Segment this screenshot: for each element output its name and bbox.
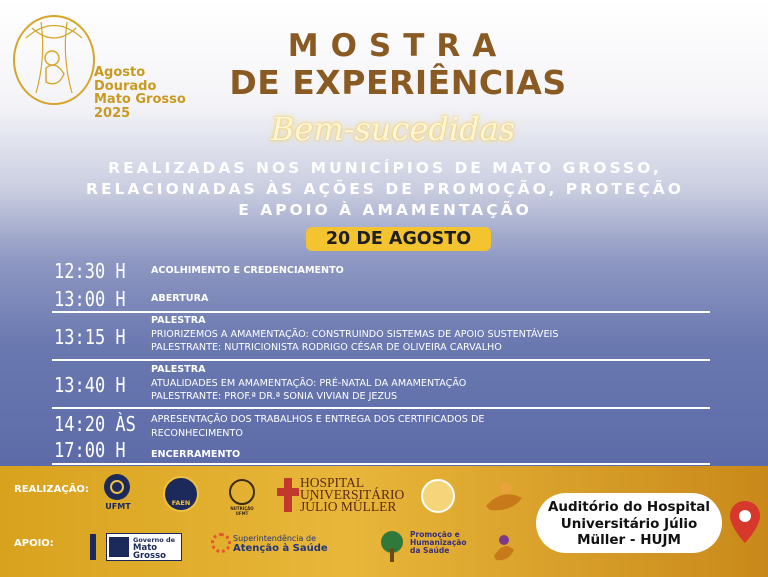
logo-line3: Mato Grosso <box>94 92 186 107</box>
schedule-time: 13:00 H <box>54 287 126 311</box>
hands-logo-icon <box>482 478 528 514</box>
subtitle-line1: REALIZADAS NOS MUNICÍPIOS DE MATO GROSSO, <box>108 159 662 177</box>
ufmt-logo-icon <box>104 474 130 500</box>
venue-line3: Müller - HUJM <box>577 532 681 548</box>
title-mostra: MOSTRA <box>287 28 509 64</box>
schedule-time: 13:40 H <box>54 373 126 397</box>
drop-logo-icon <box>421 479 455 513</box>
superintendencia-label: Superintendência de <box>233 534 316 543</box>
subtitle <box>40 158 730 221</box>
subtitle-line3: E APOIO À AMAMENTAÇÃO <box>238 201 532 219</box>
schedule-time: 17:00 H <box>54 438 126 462</box>
logo-line2: Dourado <box>94 78 157 94</box>
logo-line1: Agosto <box>94 65 146 80</box>
superintendencia-logo-icon <box>211 533 231 553</box>
location-pin-icon <box>730 501 760 543</box>
subtitle-line2: RELACIONADAS ÀS AÇÕES DE PROMOÇÃO, PROTEÇÃO <box>86 180 684 198</box>
realizacao-label: REALIZAÇÃO: <box>14 484 89 495</box>
faen-label: FAEN <box>171 499 191 507</box>
schedule-item: APRESENTAÇÃO DOS TRABALHOS E ENTREGA DOS CERTIFICADOS DE RECONHECIMENTO <box>151 414 485 439</box>
apoio-label: APOIO: <box>14 538 54 549</box>
schedule-item-title: ABERTURA <box>151 293 209 304</box>
title-script: Bem-sucedidas <box>270 110 516 148</box>
hospital-cross-icon <box>277 478 299 512</box>
ses-logo-icon <box>90 534 104 560</box>
divider <box>52 311 710 313</box>
superintendencia-sub: Atenção à Saúde <box>233 543 328 554</box>
nutricao-logo-icon <box>229 479 255 505</box>
venue-line1: Auditório do Hospital <box>547 499 711 515</box>
logo-line4: 2025 <box>94 105 131 121</box>
divider <box>52 407 710 409</box>
divider <box>52 463 710 465</box>
venue-line2: Universitário Júlio <box>560 515 698 532</box>
venue-card <box>536 493 722 553</box>
hospital-logo-text: HOSPITAL UNIVERSITÁRIO JÚLIO MÜLLER <box>300 475 405 514</box>
event-date-badge: 20 DE AGOSTO <box>306 227 491 251</box>
divider <box>52 359 710 361</box>
small-hands-logo-icon <box>492 532 516 562</box>
title-experiencias: DE EXPERIÊNCIAS <box>229 63 567 102</box>
tree-logo-icon <box>377 530 407 564</box>
nutricao-label: NUTRIÇÃO UFMT <box>230 506 254 516</box>
schedule-time: 14:20 ÀS <box>54 412 136 436</box>
promocao-label: Promoção e Humanização da Saúde <box>410 530 467 555</box>
schedule-item: PALESTRA PRIORIZEMOS A AMAMENTAÇÃO: CONSTRUINDO SISTEMAS DE APOIO SUSTENTÁVEIS PALESTRANTE: NUTRICIONISTA RODRIGO CÉSAR DE OLIVEIRA CARVALHO <box>151 315 559 353</box>
schedule-time: 13:15 H <box>54 325 126 349</box>
schedule-time: 12:30 H <box>54 259 126 283</box>
schedule-item-title: ENCERRAMENTO <box>151 449 241 460</box>
governo-mt-logo: Governo de Mato Grosso <box>106 533 182 561</box>
schedule-item: PALESTRA ATUALIDADES EM AMAMENTAÇÃO: PRÉ-NATAL DA AMAMENTAÇÃO PALESTRANTE: PROF.ª DR.ª SONIA VIVIAN DE JEZUS <box>151 364 467 402</box>
schedule-item-title: ACOLHIMENTO E CREDENCIAMENTO <box>151 265 344 276</box>
ufmt-label: UFMT <box>105 502 131 511</box>
